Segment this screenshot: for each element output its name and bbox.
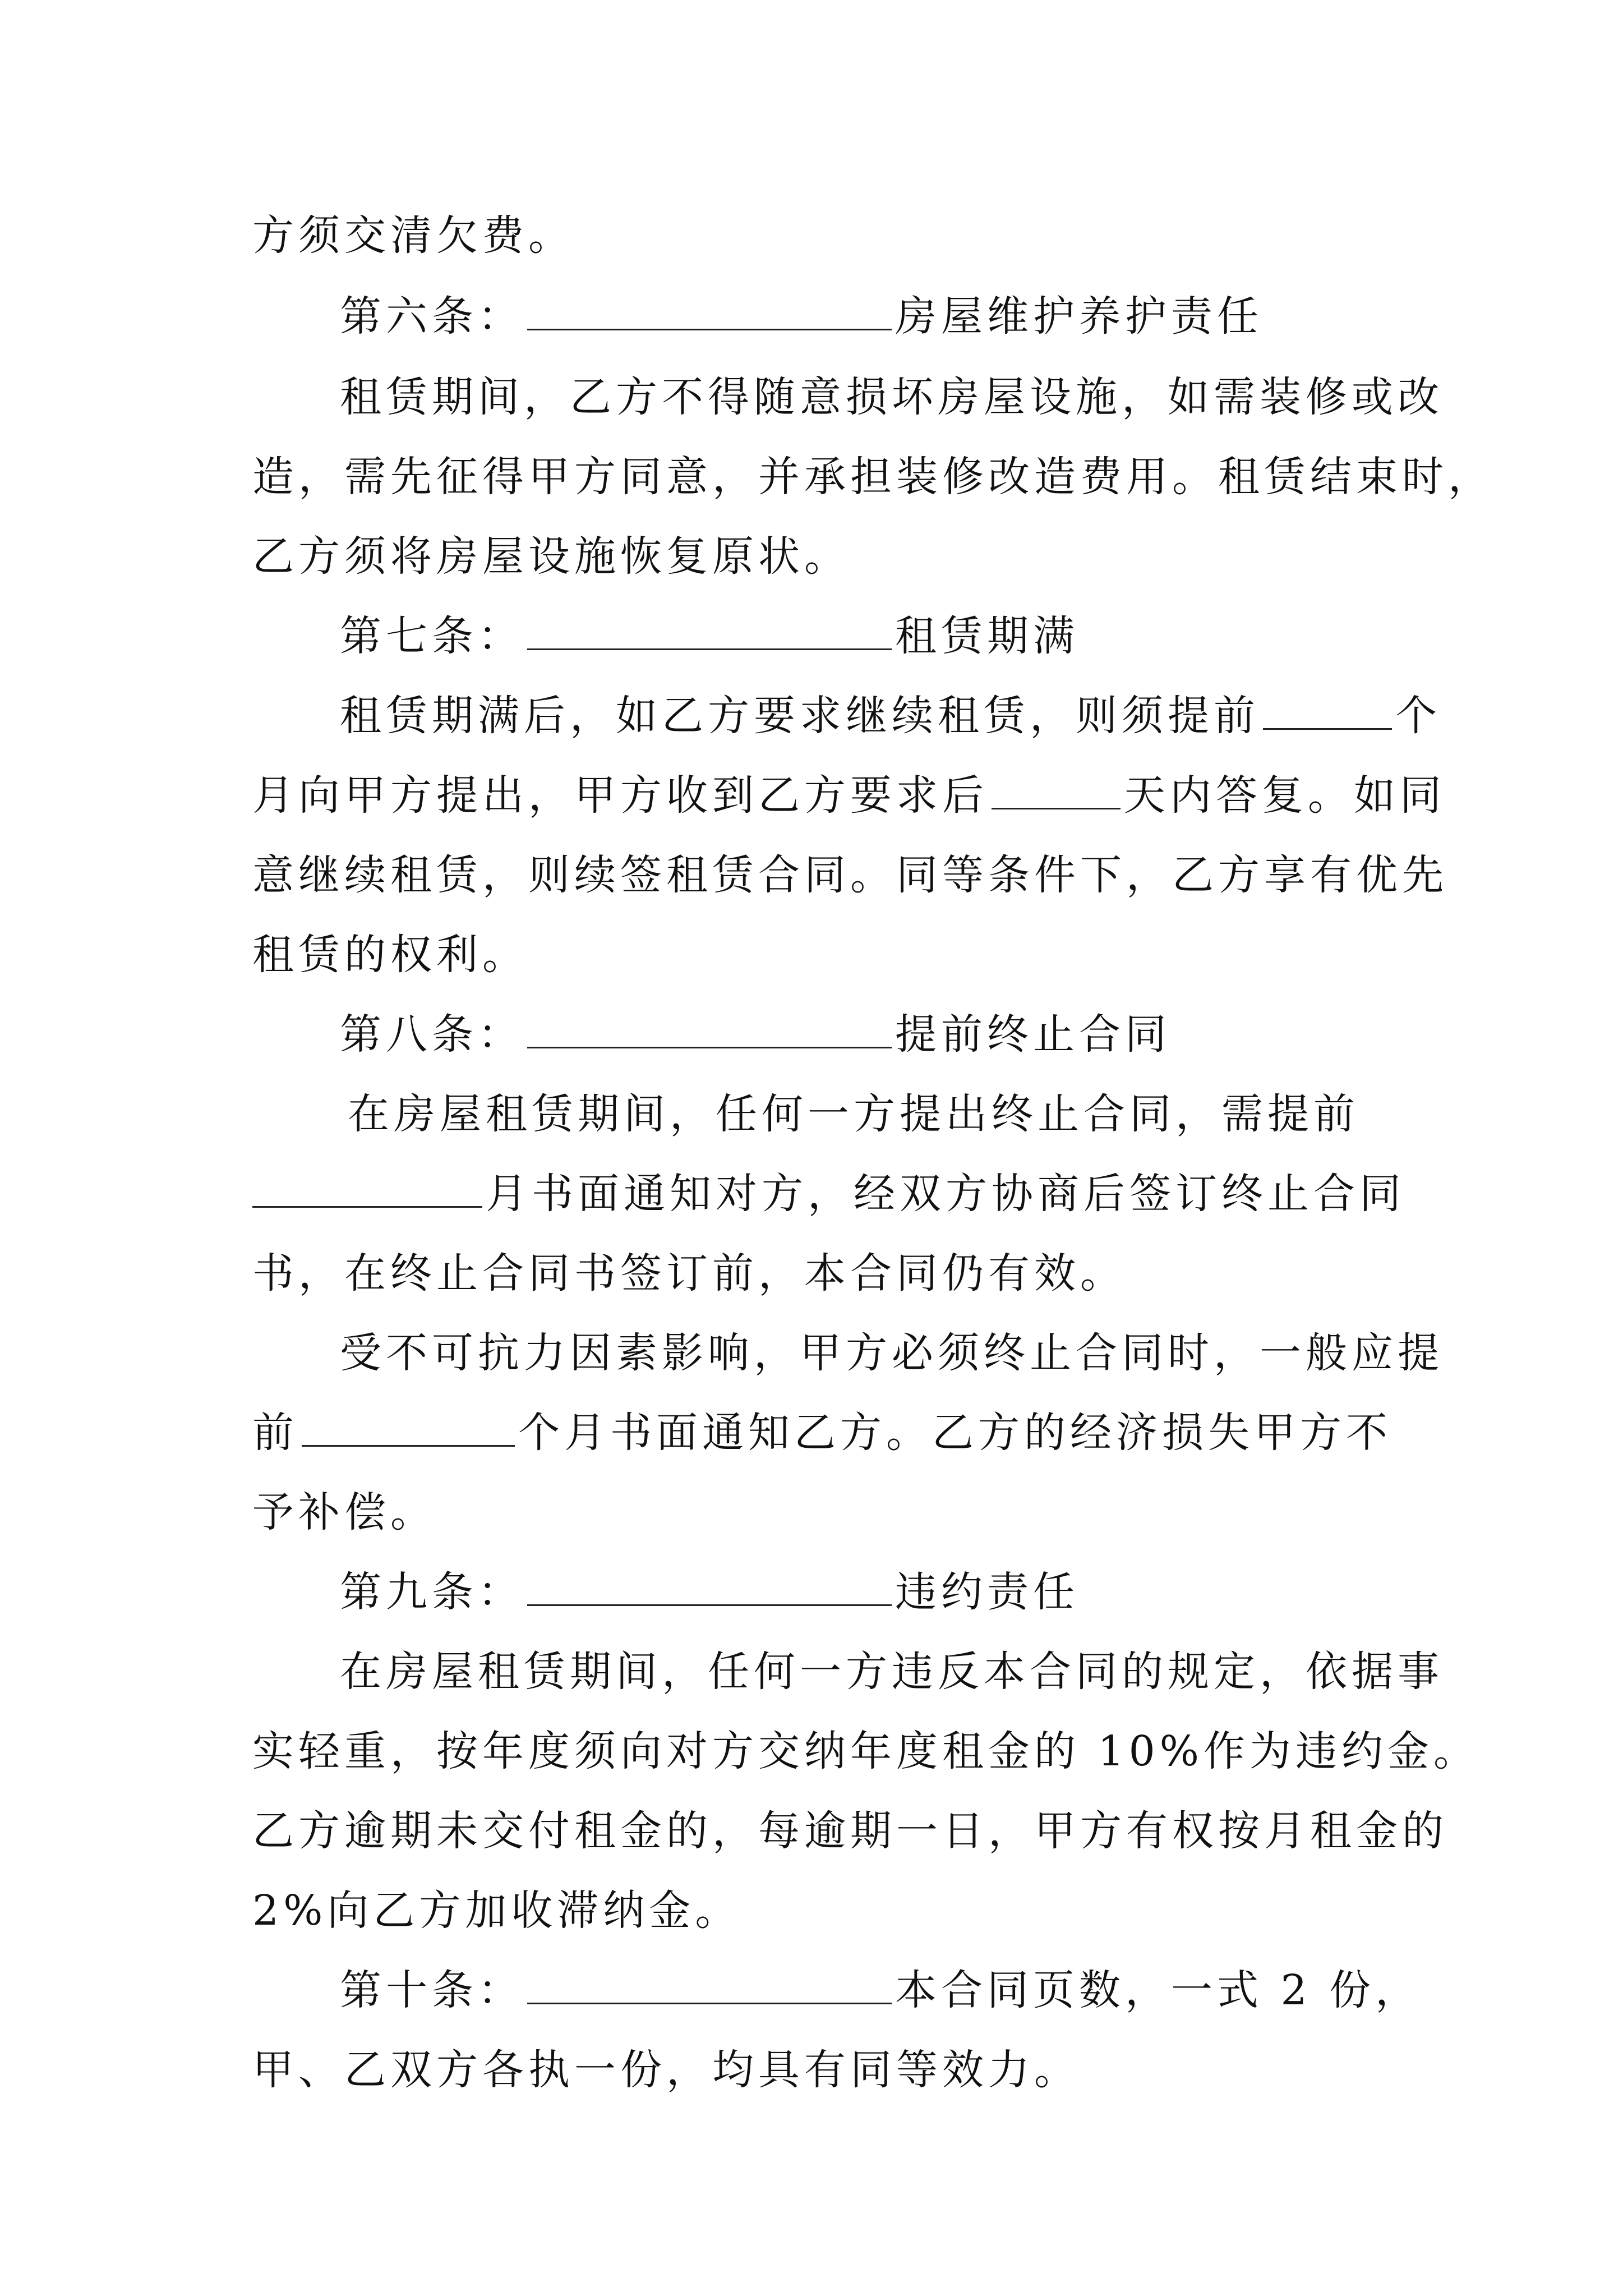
text-span: 造，需先征得甲方同意，并承担装修改造费用。租赁结束时， [252,453,1494,501]
article-number: 第七条： [340,612,524,660]
blank-field[interactable] [992,769,1121,809]
blank-field[interactable] [527,289,892,330]
article-number: 第九条： [340,1568,524,1616]
text-line [252,530,850,583]
text-line [252,1246,1126,1300]
text-span: 2%向乙方加收滞纳金。 [252,1887,741,1935]
article-title: 房屋维护养护责任 [895,292,1263,341]
text-span: 意继续租赁，则续签租赁合同。同等条件下，乙方享有优先 [252,851,1448,899]
text-line [340,370,1444,424]
blank-field[interactable] [1263,689,1392,730]
text-line [348,1087,1359,1141]
article-heading [340,289,1263,343]
blank-field[interactable] [527,609,892,650]
text-span: 租赁的权利。 [252,931,528,979]
text-span: 月书面通知对方，经双方协商后签订终止合同 [486,1170,1405,1218]
text-span: 乙方须将房屋设施恢复原状。 [252,532,850,581]
text-line [252,1724,1479,1778]
article-number: 第十条： [340,1966,524,2014]
article-heading [340,1565,1079,1619]
article-number: 第六条： [340,292,524,341]
text-line [340,1326,1444,1380]
text-span: 甲、乙双方各执一份，均具有同等效力。 [252,2046,1080,2094]
text-span: 受不可抗力因素影响，甲方必须终止合同时，一般应提 [340,1329,1444,1377]
article-number: 第八条： [340,1010,524,1059]
article-title: 违约责任 [895,1568,1079,1616]
text-line [252,1485,436,1539]
text-line [252,848,1448,902]
text-span: 个 [1395,692,1441,740]
text-line [252,769,1446,822]
blank-field[interactable] [252,1167,482,1208]
text-line [252,1884,741,1938]
text-line [252,2043,1080,2097]
text-line [252,1804,1448,1858]
text-line [252,928,528,982]
blank-field[interactable] [527,1963,892,2004]
article-heading [340,609,1079,663]
text-line [252,209,574,263]
text-line [252,1406,1392,1460]
text-span: 前 [252,1409,298,1457]
text-span: 在房屋租赁期间，任何一方违反本合同的规定，依据事 [340,1648,1444,1696]
text-span: 个月书面通知乙方。乙方的经济损失甲方不 [518,1409,1392,1457]
blank-field[interactable] [527,1007,892,1048]
article-title: 本合同页数，一式 2 份， [895,1966,1422,2014]
article-heading [340,1007,1171,1061]
text-line [252,1167,1405,1221]
text-span: 天内答复。如同 [1124,771,1446,820]
text-span: 书，在终止合同书签订前，本合同仍有效。 [252,1249,1126,1297]
text-span: 租赁期满后，如乙方要求继续租赁，则须提前 [340,692,1260,740]
text-line [252,450,1494,504]
text-line [340,689,1441,743]
text-span: 实轻重，按年度须向对方交纳年度租金的 10%作为违约金。 [252,1727,1479,1775]
text-span: 月向甲方提出，甲方收到乙方要求后 [252,771,988,820]
text-span: 在房屋租赁期间，任何一方提出终止合同，需提前 [348,1090,1359,1138]
blank-field[interactable] [527,1565,892,1606]
article-heading [340,1963,1421,2017]
article-title: 租赁期满 [895,612,1079,660]
article-title: 提前终止合同 [895,1010,1171,1059]
text-span: 方须交清欠费。 [252,211,574,260]
text-span: 乙方逾期未交付租金的，每逾期一日，甲方有权按月租金的 [252,1807,1448,1855]
text-span: 租赁期间，乙方不得随意损坏房屋设施，如需装修或改 [340,373,1444,421]
text-line [340,1645,1444,1699]
text-span: 予补偿。 [252,1488,436,1536]
blank-field[interactable] [302,1406,515,1447]
